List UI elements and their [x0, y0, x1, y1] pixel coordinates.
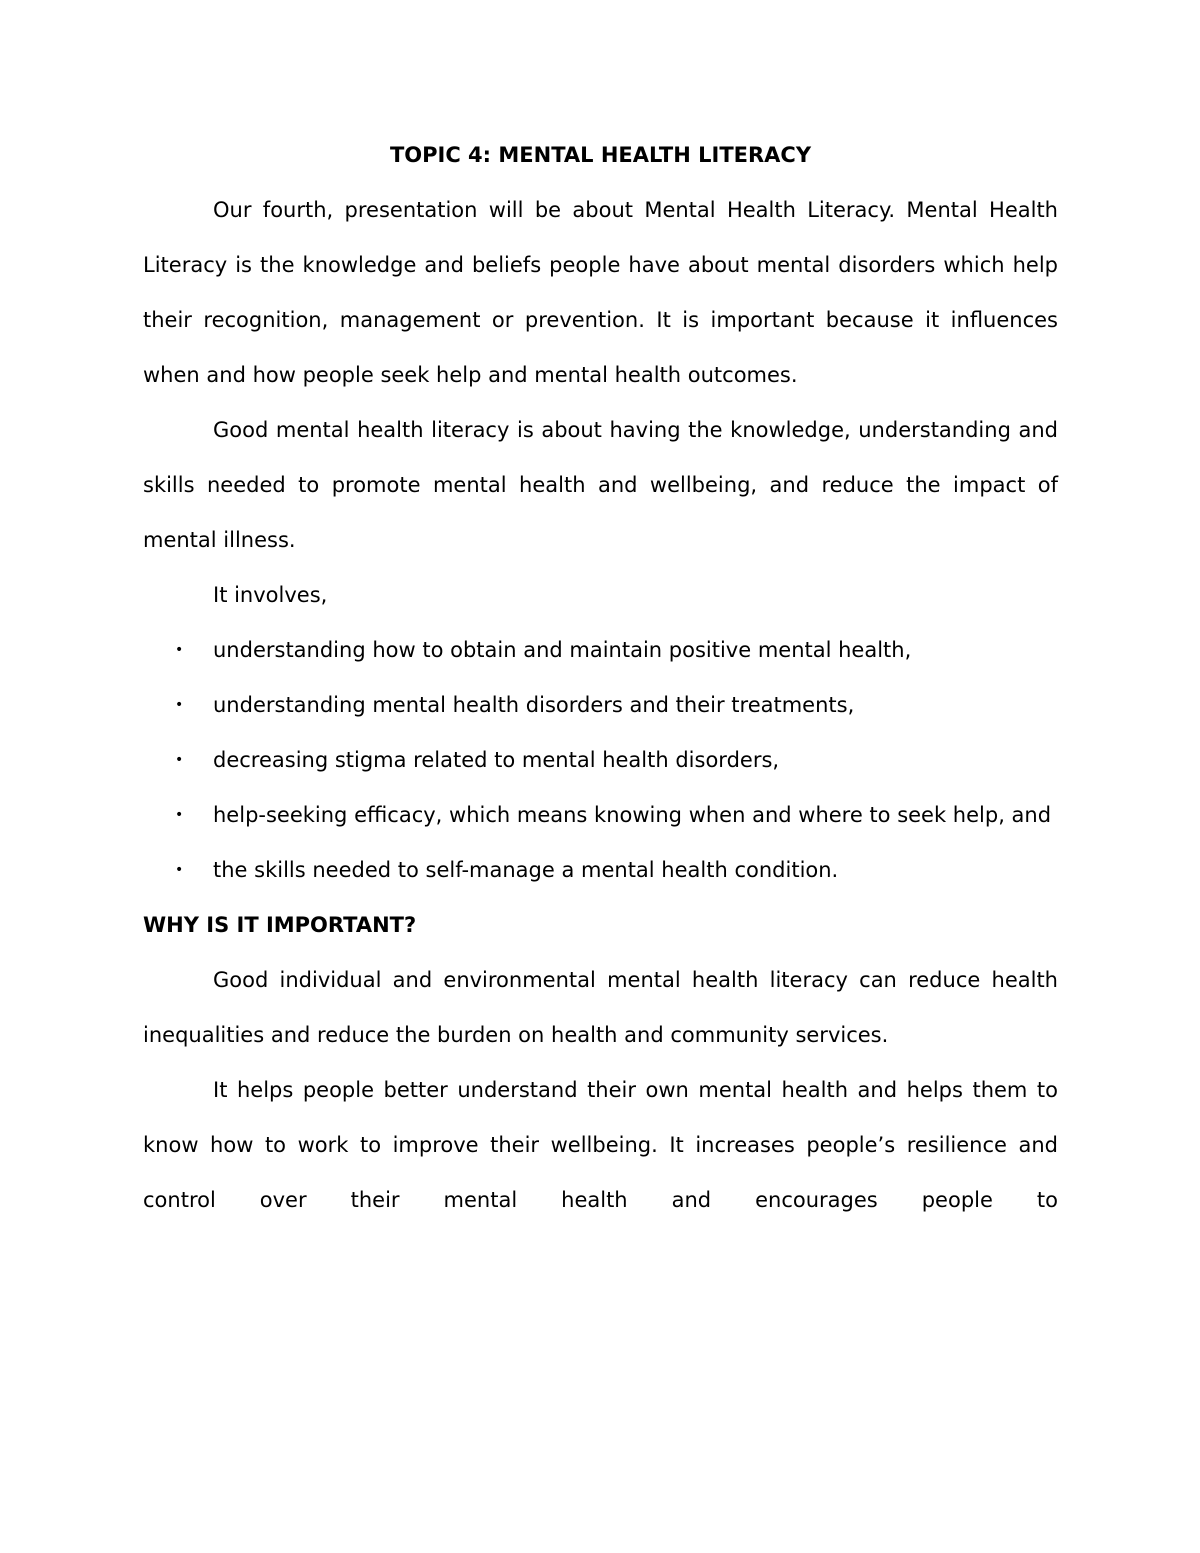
list-item: [143, 623, 1058, 678]
paragraph-intro: Our fourth, presentation will be about Mental Health Literacy. Mental Health Literacy is the knowledge and beliefs people have about mental disorders which help their recognition, management or prevention. It is important because it influences when and how people seek help and mental health outcomes.: [143, 198, 1058, 387]
list-item-text: understanding how to obtain and maintain positive mental health,: [213, 638, 912, 662]
bullet-icon: •: [175, 752, 184, 768]
section-heading: WHY IS IT IMPORTANT?: [143, 913, 417, 937]
list-item: [143, 678, 1058, 733]
document-title: TOPIC 4: MENTAL HEALTH LITERACY: [389, 143, 812, 167]
bullet-icon: •: [175, 807, 184, 823]
paragraph-reduce-inequalities: Good individual and environmental mental health literacy can reduce health inequalities and reduce the burden on health and community services.: [143, 968, 1058, 1047]
bullet-icon: •: [175, 697, 184, 713]
involves-list: [143, 623, 1058, 898]
list-intro: It involves,: [213, 583, 328, 607]
bullet-icon: •: [175, 642, 184, 658]
paragraph-resilience: It helps people better understand their own mental health and helps them to know how to work to improve their wellbeing. It increases people’s resilience and control over their mental health and encourages people to: [143, 1078, 1058, 1212]
list-item-text: understanding mental health disorders and their treatments,: [213, 693, 855, 717]
list-item-text: help-seeking efficacy, which means knowing when and where to seek help, and: [213, 803, 1052, 827]
list-item: [143, 733, 1058, 788]
list-item: [143, 843, 1058, 898]
document-page: [143, 128, 1058, 1228]
list-item-text: the skills needed to self-manage a mental health condition.: [213, 858, 839, 882]
list-item: [143, 788, 1058, 843]
list-item-text: decreasing stigma related to mental health disorders,: [213, 748, 780, 772]
bullet-icon: •: [175, 862, 184, 878]
paragraph-good-literacy: Good mental health literacy is about having the knowledge, understanding and skills needed to promote mental health and wellbeing, and reduce the impact of mental illness.: [143, 418, 1058, 552]
